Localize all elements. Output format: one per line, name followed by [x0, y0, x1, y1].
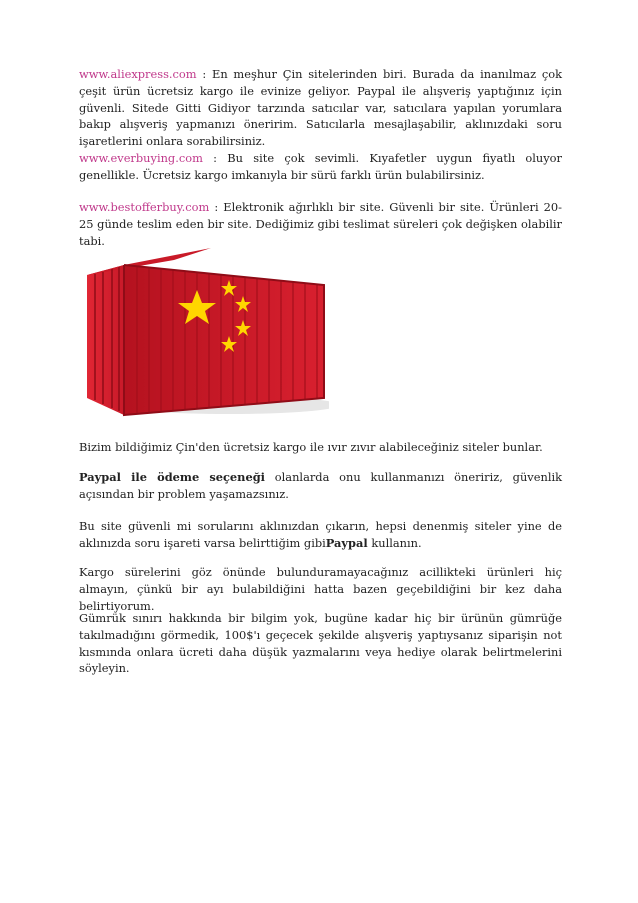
paragraph-customs	[79, 610, 562, 677]
bestofferbuy-link[interactable]: www.bestofferbuy.com	[79, 200, 210, 214]
paragraph-safety	[79, 518, 562, 552]
paypal-text: olanlarda onu kullanmanızı öneririz, güvenlik açısından bir problem yaşamazsınız.	[79, 470, 563, 501]
everbuying-description: : Bu site çok sevimli. Kıyafetler uygun fiyatlı oluyor genellikle. Ücretsiz kargo imkanıyla bir sürü farklı ürün bulabilirsiniz.	[79, 151, 562, 182]
bestofferbuy-description: : Elektronik ağırlıklı bir site. Güvenli bir site. Ürünleri 20-25 günde teslim eden bir site. Dediğimiz gibi teslimat süreleri çok değişken olabilir tabi.	[79, 200, 562, 248]
everbuying-link[interactable]: www.everbuying.com	[79, 151, 203, 165]
paragraph-everbuying	[79, 150, 562, 184]
aliexpress-link[interactable]: www.aliexpress.com	[79, 67, 197, 81]
summary-text: Bizim bildiğimiz Çin'den ücretsiz kargo ile ıvır zıvır alabileceğiniz siteler bunlar.	[79, 440, 543, 454]
shipping-container-china-flag-icon	[79, 240, 329, 420]
paragraph-summary	[79, 439, 562, 456]
paragraph-shipping-time	[79, 564, 562, 614]
paragraph-paypal	[79, 469, 562, 503]
safety-text-end: kullanın.	[367, 535, 422, 550]
shipping-time-text: Kargo sürelerini göz önünde bulunduramayacağınız acillikteki ürünleri hiç almayın, çünkü bir ayı bulabildiğini hatta bazen geçebildiğini bir kez daha belirtiyorum.	[79, 565, 562, 613]
safety-bold-text: Paypal	[325, 535, 368, 550]
paragraph-aliexpress	[79, 66, 562, 150]
customs-text: Gümrük sınırı hakkında bir bilgim yok, bugüne kadar hiç bir ürünün gümrüğe takılmadığını görmedik, 100$'ı geçecek şekilde alışveriş yaptıysanız siparişin not kısmında onlara ücreti daha düşük yazmalarını veya hediye olarak belirtmelerini söyleyin.	[79, 611, 562, 676]
paypal-bold-text: Paypal ile ödeme seçeneği	[79, 470, 266, 484]
aliexpress-description: : En meşhur Çin sitelerinden biri. Burada da inanılmaz çok çeşit ürün ücretsiz kargo ile evinize geliyor. Paypal ile alışveriş yaptığınız için güvenli. Sitede Gitti Gidiyor tarzında satıcılar var, satıcılara yapılan yorumlara bakıp alışveriş yapmanızı öneririm. Satıcılarla mesajlaşabilir, aklınızdaki soru işaretlerini onlara sorabilirsiniz.	[79, 67, 562, 149]
safety-text: Bu site güvenli mi sorularını aklınızdan çıkarın, hepsi denenmiş siteler yine de aklınızda soru işareti varsa belirttiğim gibi	[79, 519, 562, 550]
